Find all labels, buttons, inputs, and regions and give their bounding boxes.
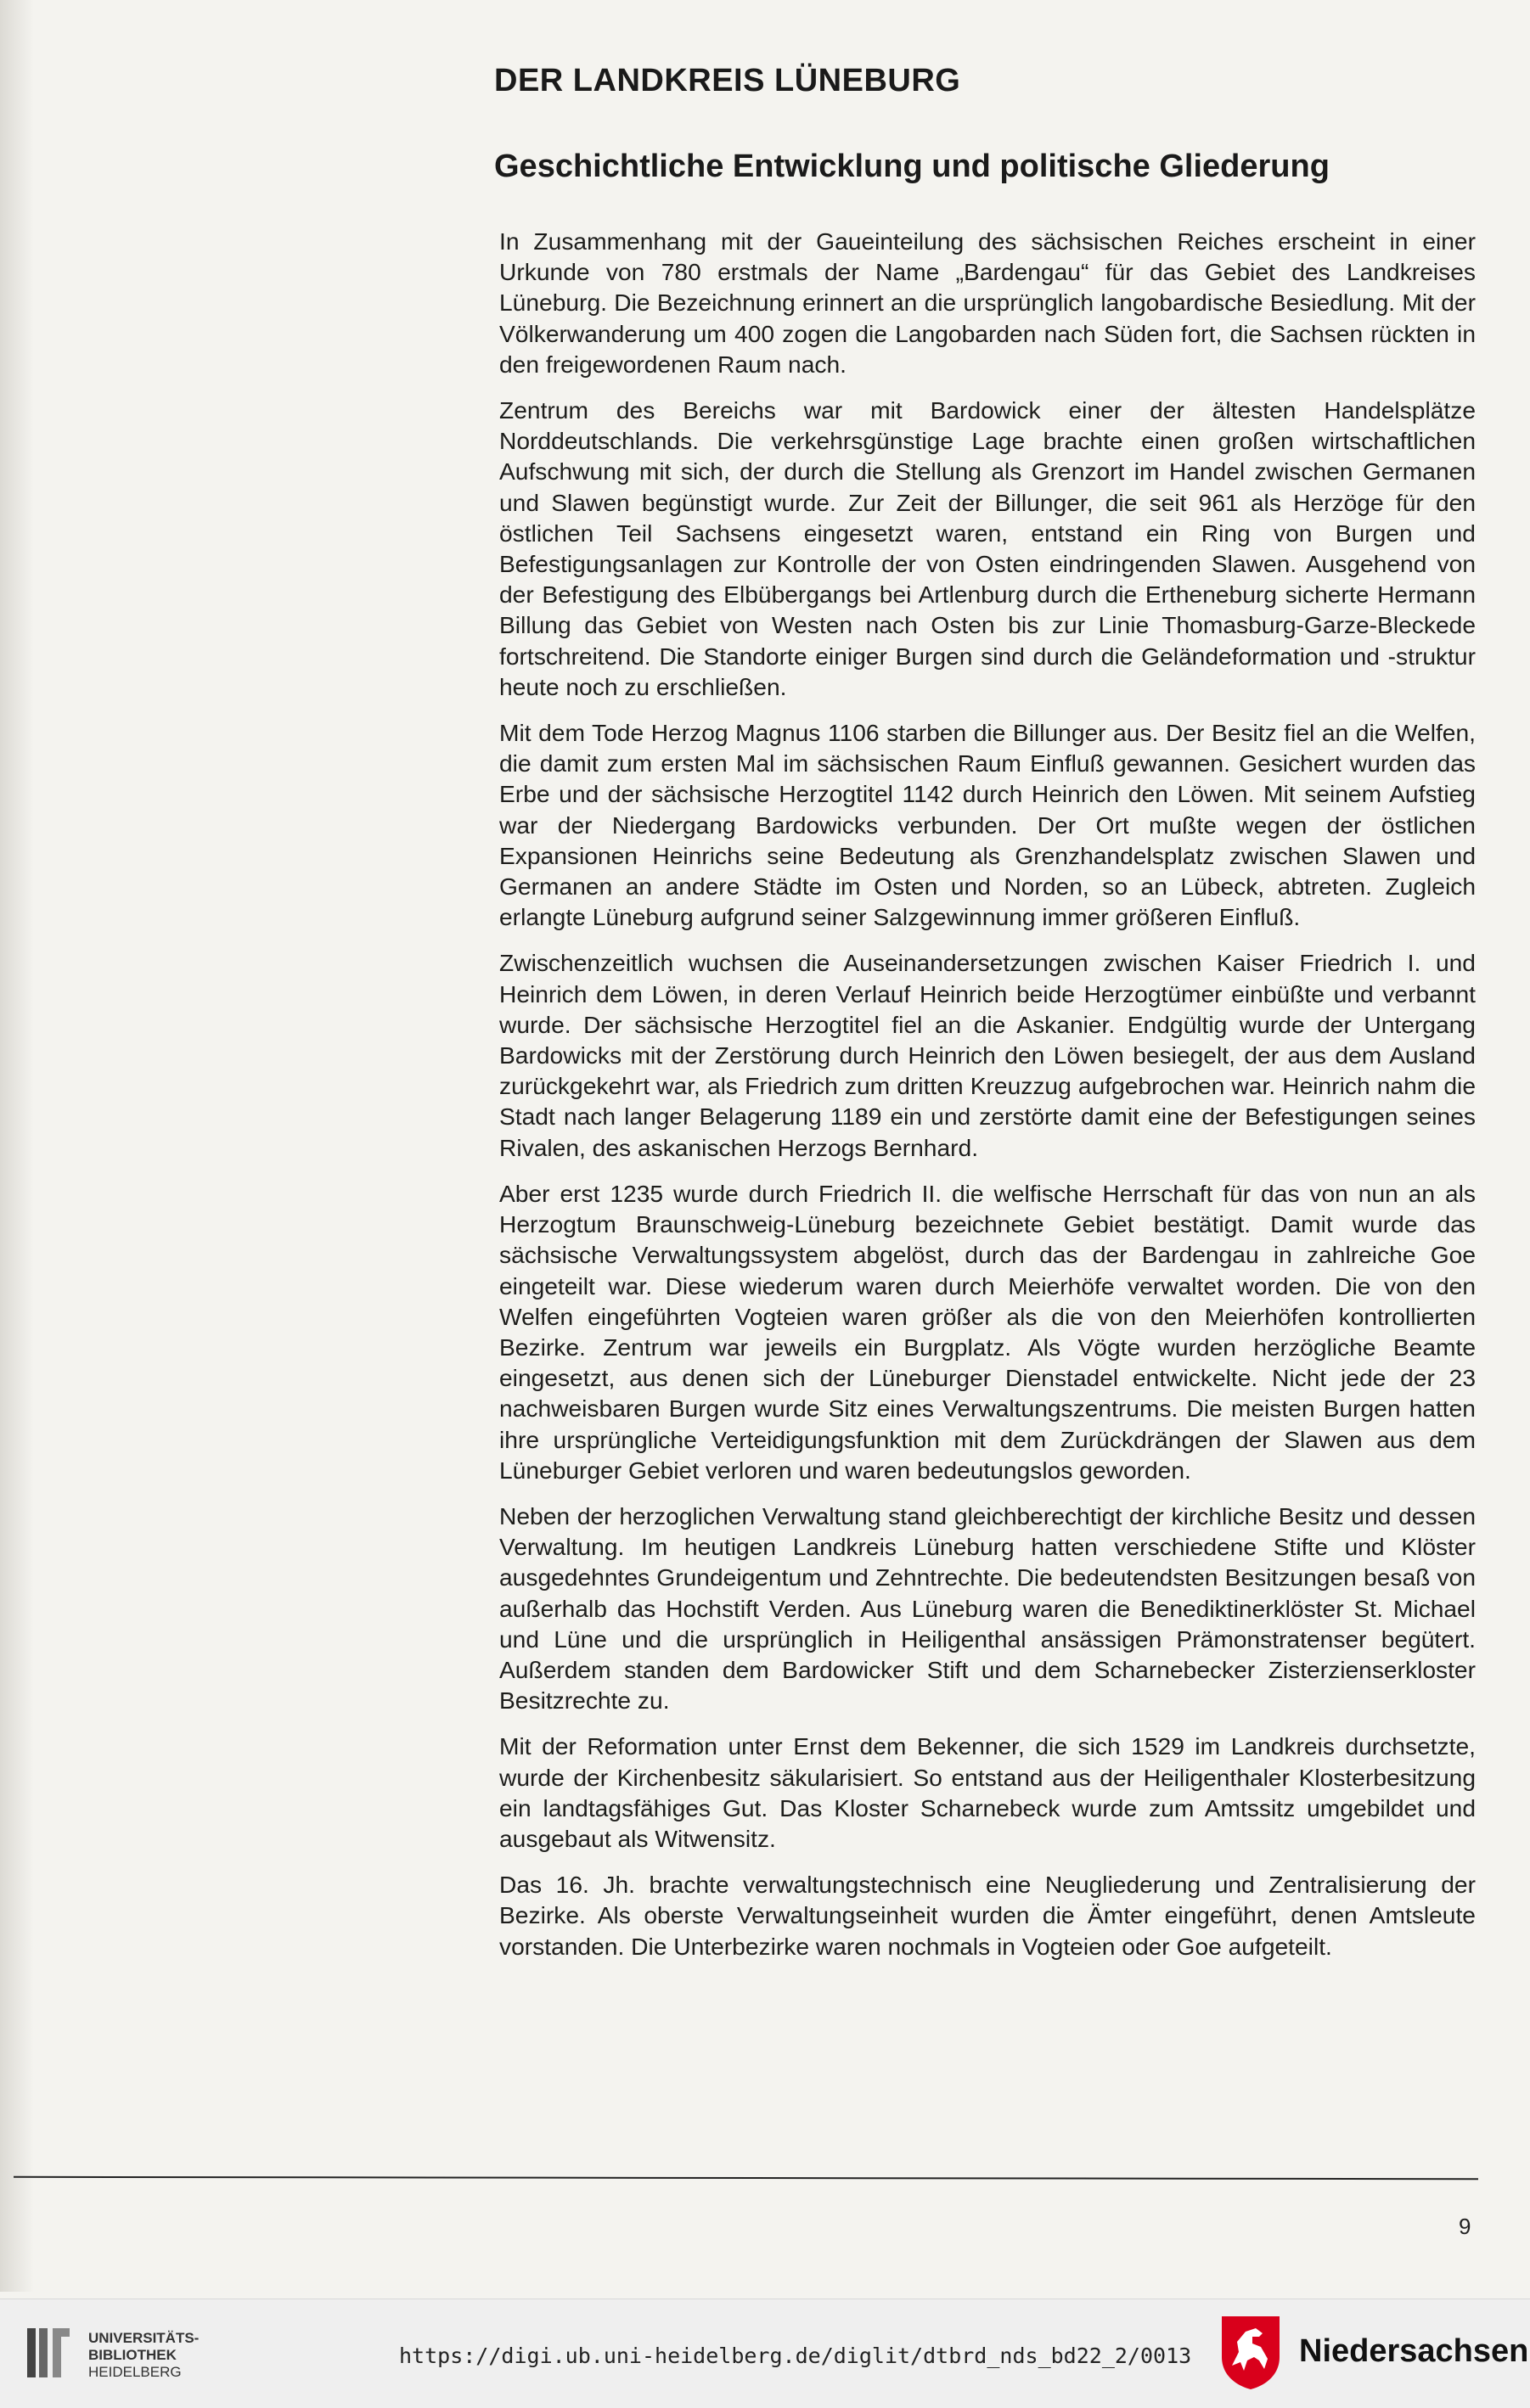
page-url[interactable]: https://digi.ub.uni-heidelberg.de/diglit/dtbrd_nds_bd22_2/0013	[399, 2343, 1192, 2368]
section-title: DER LANDKREIS LÜNEBURG	[494, 63, 961, 98]
paragraph: Das 16. Jh. brachte verwaltungstechnisch eine Neugliederung und Zentralisierung der Bezirke. Als oberste Verwaltungseinheit wurden die Ämter eingeführt, denen Amtsleute vorstanden. Die Unterbezirke waren nochmals in Vogteien oder Goe aufgeteilt.	[499, 1871, 1476, 1960]
paragraph: Aber erst 1235 wurde durch Friedrich II. die welfische Herrschaft für das von nun an als Herzogtum Braunschweig-Lüneburg bezeichnete Gebiet bestätigt. Damit wurde das sächsische Verwaltungssystem abgelöst, durch das der Bardengau in zahlreiche Goe eingeteilt war. Diese wiederum waren durch Meierhöfe verwaltet worden. Die von den Welfen eingeführten Vogteien waren größer als die von den Meierhöfen kontrollierten Bezirke. Zentrum war jeweils ein Burgplatz. Als Vögte wurden herzögliche Beamte eingesetzt, aus denen sich der Lüneburger Dienstadel entwickelte. Nicht jede der 23 nachweisbaren Burgen wurde Sitz eines Verwaltungszentrums. Die meisten Burgen hatten ihre ursprüngliche Verteidigungsfunktion mit dem Zurückdrängen der Slawen aus dem Lüneburger Gebiet verloren und waren bedeutungslos geworden.	[499, 1179, 1476, 1484]
library-name	[88, 2330, 199, 2381]
library-name-line: UNIVERSITÄTS-	[88, 2330, 200, 2346]
page-edge-shadow	[0, 0, 34, 2292]
paragraph: Mit dem Tode Herzog Magnus 1106 starben die Billunger aus. Der Besitz fiel an die Welfen, die damit zum ersten Mal im sächsischen Raum Einfluß gewannen. Gesichert wurden das Erbe und der sächsische Herzogtitel 1142 durch Heinrich den Löwen. Mit seinem Aufstieg war der Niedergang Bardowicks verbunden. Der Ort mußte wegen der östlichen Expansionen Heinrichs seine Bedeutung als Grenzhandelsplatz zwischen Slawen und Germanen an andere Städte im Osten und Norden, so an Lübeck, abtreten. Zugleich erlangte Lüneburg aufgrund seiner Salzgewinnung immer größeren Einfluß.	[499, 719, 1476, 931]
library-name-line: HEIDELBERG	[88, 2364, 182, 2380]
niedersachsen-horse-icon[interactable]	[1218, 2313, 1283, 2391]
footer-rule	[14, 2176, 1478, 2180]
partner-name: Niedersachsen	[1299, 2333, 1529, 2369]
paragraph: Neben der herzoglichen Verwaltung stand gleichberechtigt der kirchliche Besitz und dessen Verwaltung. Im heutigen Landkreis Lüneburg hatten verschiedene Stifte und Klöster ausgedehntes Grundeigentum und Zehntrechte. Die bedeutendsten Besitzungen besaß von außerhalb das Hochstift Verden. Aus Lüneburg waren die Benediktinerklöster St. Michael und Lüne und die ursprünglich in Heiligenthal ansässigen Prämonstratenser begütert. Außerdem standen dem Bardowicker Stift und dem Scharnebecker Zisterzienserkloster Besitzrechte zu.	[499, 1501, 1476, 1715]
viewer-footer-bar	[0, 2299, 1530, 2408]
paragraph: In Zusammenhang mit der Gaueinteilung des sächsischen Reiches erscheint in einer Urkunde von 780 erstmals der Name „Bardengau“ für das Gebiet des Landkreises Lüneburg. Die Bezeichnung erinnert an die ursprünglich langobardische Besiedlung. Mit der Völkerwanderung um 400 zogen die Langobarden nach Süden fort, die Sachsen rückten in den freigewordenen Raum nach.	[499, 227, 1476, 378]
library-name-line: BIBLIOTHEK	[88, 2347, 177, 2363]
paragraph: Mit der Reformation unter Ernst dem Bekenner, die sich 1529 im Landkreis durchsetzte, wurde der Kirchenbesitz säkularisiert. So entstand aus der Heiligenthaler Klosterbesitzung ein landtagsfähiges Gut. Das Kloster Scharnebeck wurde zum Amtssitz umgebildet und ausgebaut als Witwensitz.	[499, 1732, 1476, 1852]
chapter-subtitle: Geschichtliche Entwicklung und politische Gliederung	[494, 149, 1330, 184]
paragraph: Zentrum des Bereichs war mit Bardowick einer der ältesten Handelsplätze Norddeutschlands. Die verkehrsgünstige Lage brachte einen großen wirtschaftlichen Aufschwung mit sich, der durch die Stellung als Grenzort im Handel zwischen Germanen und Slawen begünstigt wurde. Zur Zeit der Billunger, die seit 961 als Herzöge für den östlichen Teil Sachsens eingesetzt waren, entstand ein Ring von Burgen und Befestigungsanlagen zur Kontrolle der von Osten eindringenden Slawen. Ausgehend von der Befestigung des Elbübergangs bei Artlenburg durch die Ertheneburg sicherte Hermann Billung das Gebiet von Westen nach Osten bis zur Linie Thomasburg-Garze-Bleckede fortschreitend. Die Standorte einiger Burgen sind durch die Geländeformation und -struktur heute noch zu erschließen.	[499, 396, 1476, 700]
page-number: 9	[1459, 2214, 1471, 2239]
paragraph: Zwischenzeitlich wuchsen die Auseinandersetzungen zwischen Kaiser Friedrich I. und Heinrich dem Löwen, in deren Verlauf Heinrich beide Herzogtümer einbüßte und verbannt wurde. Der sächsische Herzogtitel fiel an die Askanier. Endgültig wurde der Untergang Bardowicks mit der Zerstörung durch Heinrich den Löwen besiegelt, der aus dem Ausland zurückgekehrt war, als Friedrich zum dritten Kreuzzug aufgebrochen war. Heinrich nahm die Stadt nach langer Belagerung 1189 ein und zerstörte damit eine der Befestigungen seines Rivalen, des askanischen Herzogs Bernhard.	[499, 949, 1476, 1161]
body-text	[499, 226, 1476, 1977]
ub-heidelberg-logo-icon[interactable]	[24, 2323, 75, 2383]
